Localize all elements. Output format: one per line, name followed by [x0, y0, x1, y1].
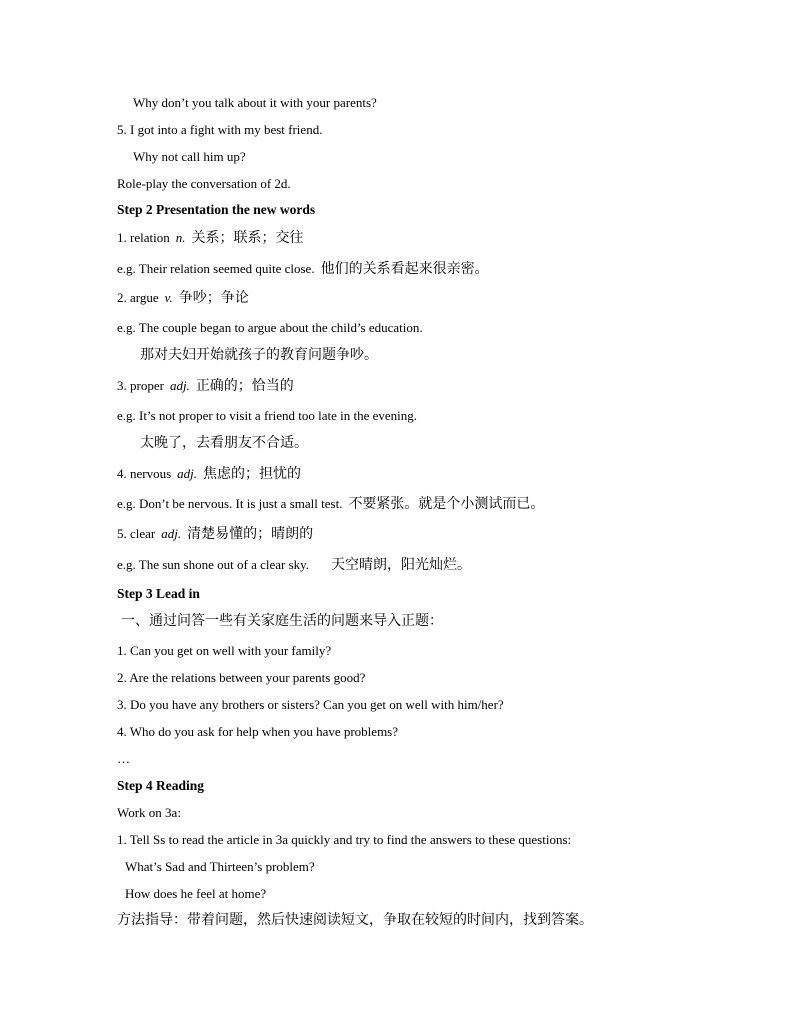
vocab-pos: v. [164, 290, 173, 305]
text-line: 5. I got into a fight with my best friend. [117, 122, 323, 137]
example-en: e.g. Don’t be nervous. It is just a small test. [117, 496, 343, 511]
vocab-word: 1. relation [117, 230, 170, 245]
example-cn: 不要紧张。就是个小测试而已。 [348, 496, 545, 512]
vocab-meaning: 正确的；恰当的 [195, 378, 294, 394]
question-item: 3. Do you have any brothers or sisters? Can you get on well with him/her? [117, 697, 504, 712]
vocab-word: 3. proper [117, 378, 164, 393]
vocab-entry [117, 229, 303, 247]
text-line: 1. Tell Ss to read the article in 3a quickly and try to find the answers to these questions: [117, 832, 572, 847]
text-line: Why don’t you talk about it with your parents? [133, 95, 377, 110]
example-translation: 那对夫妇开始就孩子的教育问题争吵。 [140, 347, 378, 363]
question-item: 4. Who do you ask for help when you have problems? [117, 724, 399, 739]
text-line: Role-play the conversation of 2d. [117, 176, 291, 191]
section-heading: Step 3 Lead in [117, 586, 200, 601]
vocab-word: 5. clear [117, 526, 156, 541]
vocab-entry [117, 465, 301, 483]
example-sentence: e.g. The couple began to argue about the child’s education. [117, 320, 423, 335]
example-en: e.g. Their relation seemed quite close. [117, 261, 315, 276]
text-line: How does he feel at home? [125, 886, 267, 901]
example-translation: 太晚了，去看朋友不合适。 [140, 435, 308, 451]
vocab-pos: adj. [169, 378, 190, 393]
text-line: Why not call him up? [133, 149, 246, 164]
vocab-meaning: 关系；联系；交往 [191, 230, 304, 246]
vocab-entry [117, 289, 249, 307]
example-sentence [117, 495, 544, 513]
example-cn: 天空晴朗，阳光灿烂。 [331, 557, 472, 573]
text-line: 一、通过问答一些有关家庭生活的问题来导入正题： [121, 613, 443, 629]
example-cn: 他们的关系看起来很亲密。 [320, 261, 489, 277]
example-en: e.g. The sun shone out of a clear sky. [117, 557, 310, 572]
vocab-entry [117, 377, 294, 395]
text-line: 方法指导：带着问题，然后快速阅读短文，争取在较短的时间内，找到答案。 [117, 912, 593, 928]
question-item: 2. Are the relations between your parents good? [117, 670, 366, 685]
vocab-entry [117, 525, 313, 543]
question-item: 1. Can you get on well with your family? [117, 643, 332, 658]
vocab-word: 4. nervous [117, 466, 172, 481]
vocab-meaning: 焦虑的；担忧的 [203, 466, 302, 482]
vocab-pos: n. [175, 230, 186, 245]
example-sentence [117, 260, 489, 278]
section-heading: Step 4 Reading [117, 778, 205, 793]
text-line: What’s Sad and Thirteen’s problem? [125, 859, 315, 874]
vocab-word: 2. argue [117, 290, 159, 305]
ellipsis: … [117, 751, 130, 766]
section-heading: Step 2 Presentation the new words [117, 202, 316, 217]
vocab-meaning: 清楚易懂的；晴朗的 [187, 526, 314, 542]
example-sentence: e.g. It’s not proper to visit a friend too late in the evening. [117, 408, 418, 423]
text-line: Work on 3a: [117, 805, 181, 820]
vocab-pos: adj. [161, 526, 182, 541]
vocab-pos: adj. [177, 466, 198, 481]
vocab-meaning: 争吵；争论 [178, 290, 249, 306]
example-sentence [117, 556, 471, 574]
